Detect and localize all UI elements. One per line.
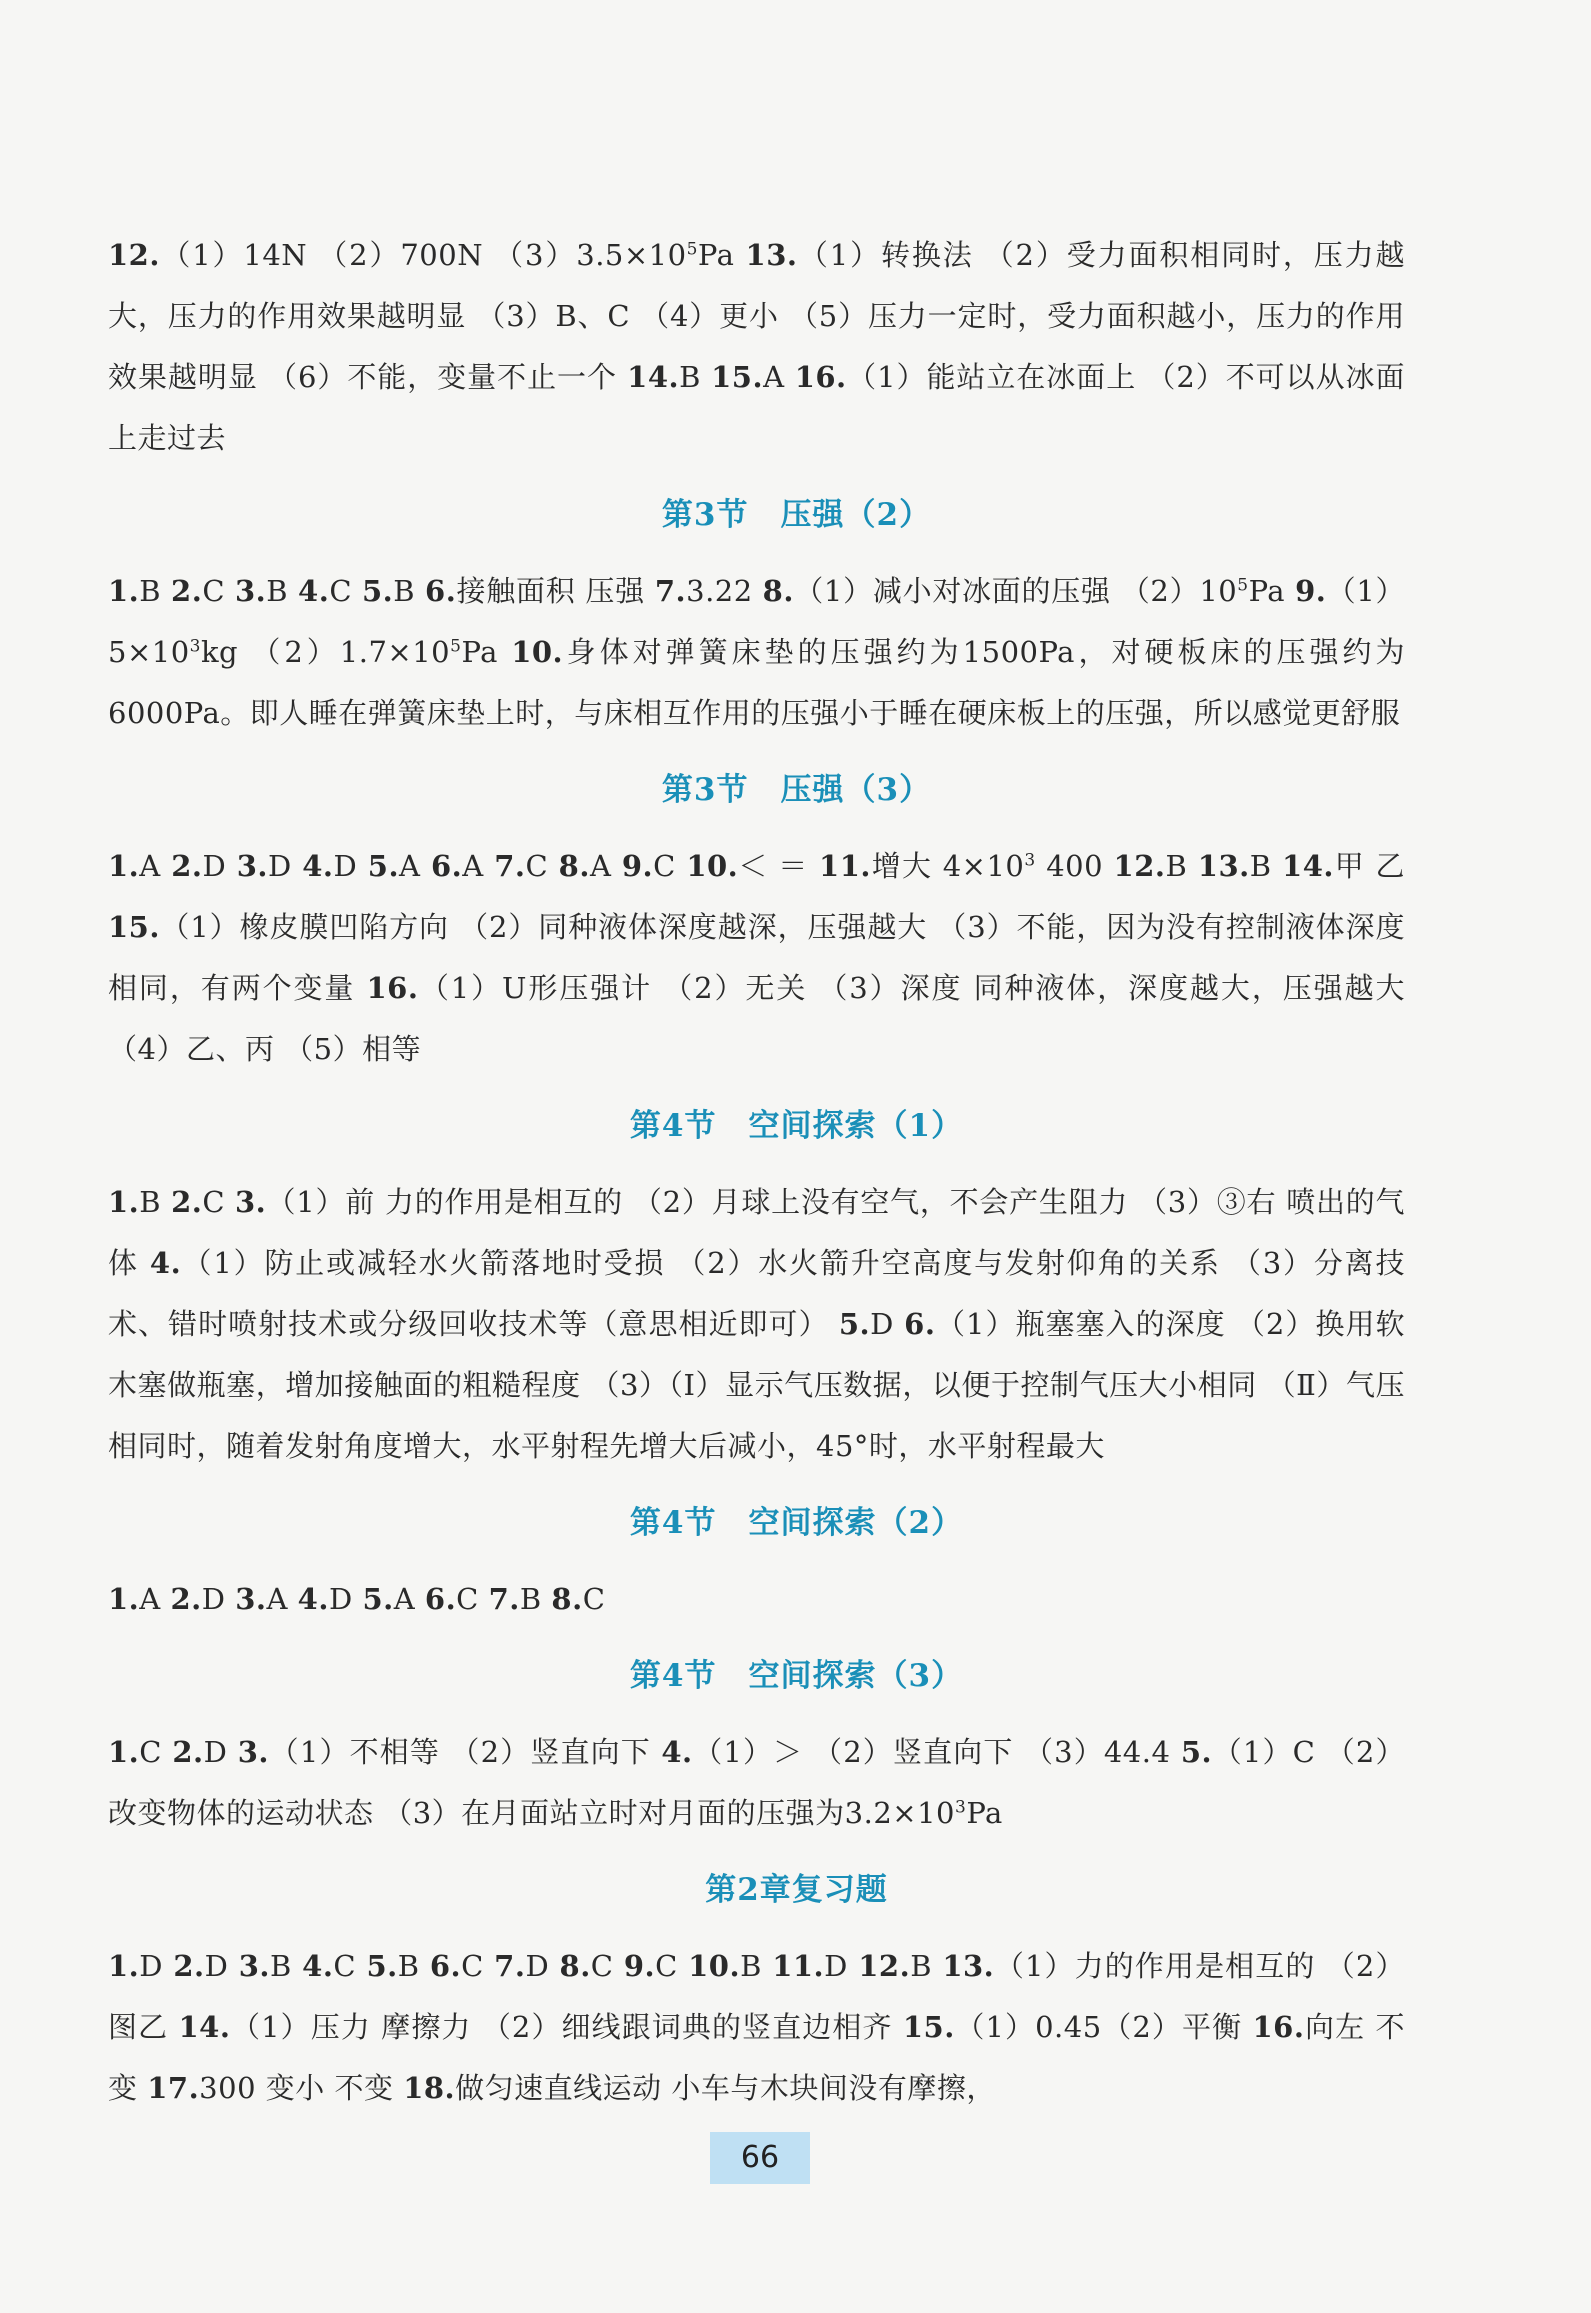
answer-paragraph: 1.B 2.C 3.（1）前 力的作用是相互的 （2）月球上没有空气，不会产生阻力 （3）③右 喷出的气体 4.（1）防止或减轻水火箭落地时受损 （2）水火箭升空高度与发射仰角的关系 （3）分离技术、错时喷射技术或分级回收技术等（意思相近即可） 5.D 6.（1）瓶塞塞入的深度 （2）换用软木塞做瓶塞，增加接触面的粗糙程度 （3）（Ⅰ）显示气压数据，以便于控制气压大小相同 （Ⅱ）气压相同时，随着发射角度增大，水平射程先增大后减小，45°时，水平射程最大 <box>108 1185 1405 1463</box>
section-heading: 第3节 压强（3） <box>661 772 932 808</box>
answer-paragraph: 1.C 2.D 3.（1）不相等 （2）竖直向下 4.（1）＞ （2）竖直向下 （3）44.4 5.（1）C （2）改变物体的运动状态 （3）在月面站立时对月面的压强为$3.2\times 10^3Pa$ <box>108 1735 1405 1830</box>
answer-paragraph: 1.A 2.D 3.D 4.D 5.A 6.A 7.C 8.A 9.C 10.＜ ＝ 11.增大 $4\times 10^3$ 400 12.B 13.B 14.甲 乙 15.（1）橡皮膜凹陷方向 （2）同种液体深度越深，压强越大 （3）不能，因为没有控制液体深度相同，有两个变量 16.（1）U形压强计 （2）无关 （3）深度 同种液体，深度越大，压强越大 （4）乙、丙 （5）相等 <box>108 849 1406 1066</box>
answer-paragraph: 1.A 2.D 3.A 4.D 5.A 6.C 7.B 8.C <box>108 1582 606 1616</box>
page-number: 66 <box>710 2132 810 2184</box>
section-heading: 第4节 空间探索（2） <box>629 1505 964 1541</box>
answer-paragraph: 12.（1）14N （2）700N $(3)3.5\times 10^5Pa$ 13.（1）转换法 （2）受力面积相同时，压力越大，压力的作用效果越明显 （3）B、C （4）更小 （5）压力一定时，受力面积越小，压力的作用效果越明显 （6）不能，变量不止一个 14.B 15.A 16.（1）能站立在冰面上 （2）不可以从冰面上走过去 <box>108 238 1406 455</box>
answer-paragraph: 1.D 2.D 3.B 4.C 5.B 6.C 7.D 8.C 9.C 10.B 11.D 12.B 13.（1）力的作用是相互的 （2）图乙 14.（1）压力 摩擦力 （2）细线跟词典的竖直边相齐 15.（1）0.45（2）平衡 16.向左 不变 17.300 变小 不变 18.做匀速直线运动 小车与木块间没有摩擦， <box>108 1949 1406 2105</box>
section-heading: 第4节 空间探索（3） <box>629 1658 964 1694</box>
chapter-review-heading: 第2章复习题 <box>705 1872 888 1908</box>
section-heading: 第4节 空间探索（1） <box>629 1108 964 1144</box>
answer-paragraph: 1.B 2.C 3.B 4.C 5.B 6.接触面积 压强 7.3.22 8.（1）减小对冰面的压强 $(2)10^5Pa$ $9.(1)5\times 10^3kg$ $(2)1.7\times 10^5Pa$ 10.身体对弹簧床垫的压强约为1500Pa，对硬板床的压强约为6000Pa。即人睡在弹簧床垫上时，与床相互作用的压强小于睡在硬床板上的压强，所以感觉更舒服 <box>108 574 1406 730</box>
section-heading: 第3节 压强（2） <box>661 497 932 533</box>
